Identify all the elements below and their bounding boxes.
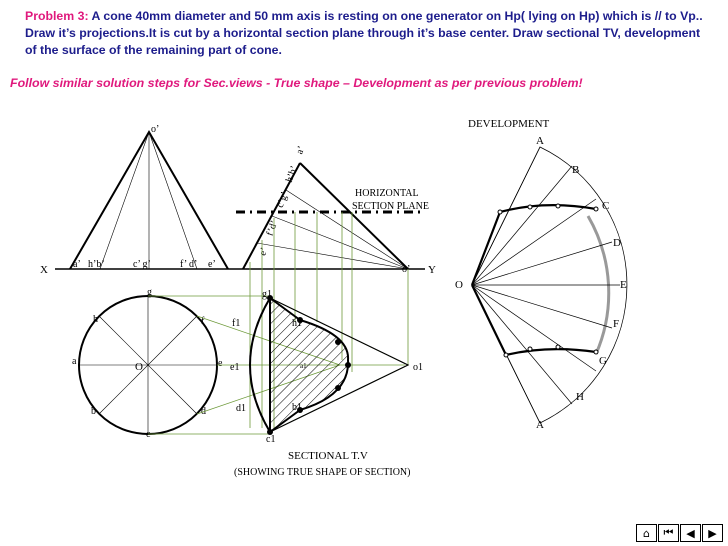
dev-E: E xyxy=(620,279,627,291)
tv-f: f xyxy=(201,316,205,327)
sec-b1: b1 xyxy=(292,402,302,413)
tv-d: d xyxy=(201,406,206,417)
tv-c: c xyxy=(146,429,151,440)
tilted-fv-e: e’ xyxy=(257,246,271,258)
tilted-fv-hb: h’b’ xyxy=(284,164,301,184)
development-view xyxy=(472,147,627,423)
true-shape-caption: (SHOWING TRUE SHAPE OF SECTION) xyxy=(234,467,411,478)
dev-C: C xyxy=(602,200,610,212)
dev-D: D xyxy=(613,237,621,249)
next-icon[interactable]: ▶ xyxy=(702,524,723,542)
cone-front-view xyxy=(70,132,228,269)
tilted-fv-cg: c’g’ xyxy=(274,190,291,210)
apex-fv2-label: o’ xyxy=(402,264,411,275)
problem-label: Problem 3: xyxy=(25,9,89,23)
dev-A-top: A xyxy=(536,135,544,147)
tv-a: a xyxy=(72,356,77,367)
tv-center: O xyxy=(135,361,143,373)
cone-top-view xyxy=(79,296,217,434)
base-fv-fd: f’ d’ xyxy=(180,259,198,270)
dev-A-bottom: A xyxy=(536,419,544,431)
sec-f1: f1 xyxy=(232,318,241,329)
sec-a1: a1 xyxy=(300,362,307,370)
base-fv-hb: h’b’ xyxy=(88,259,105,270)
dev-B: B xyxy=(572,164,580,176)
instruction-text: Follow similar solution steps for Sec.views - True shape – Development as per previous problem! xyxy=(10,76,583,90)
prev-icon[interactable]: ◀ xyxy=(680,524,701,542)
plane-label-1: HORIZONTAL xyxy=(355,188,419,199)
sec-o1: o1 xyxy=(413,362,423,373)
sec-e1: e1 xyxy=(230,362,240,373)
apex-fv-label: o’ xyxy=(151,124,160,135)
home-icon[interactable]: ⌂ xyxy=(636,524,657,542)
first-icon[interactable]: ⏮ xyxy=(658,524,679,542)
tv-b: b xyxy=(91,406,96,417)
base-fv-a: a’ xyxy=(73,259,81,270)
sec-c1: c1 xyxy=(266,434,276,445)
sec-g1: g1 xyxy=(262,289,272,300)
sectional-tv-title: SECTIONAL T.V xyxy=(288,450,368,462)
tv-e: e xyxy=(218,358,223,369)
tv-h: h xyxy=(93,314,98,325)
dev-O: O xyxy=(455,279,463,291)
dev-H: H xyxy=(576,391,584,403)
tilted-fv-fd: f’d’ xyxy=(264,219,281,238)
plane-label-2: SECTION PLANE xyxy=(352,201,429,212)
sec-h1: h1 xyxy=(292,318,302,329)
base-fv-cg: c’ g’ xyxy=(133,259,151,270)
base-fv-e: e’ xyxy=(208,259,216,270)
section-true-shape xyxy=(270,298,348,432)
nav-bar xyxy=(636,524,724,542)
tv-g: g xyxy=(147,287,152,298)
problem-text: A cone 40mm diameter and 50 mm axis is resting on one generator on Hp( lying on Hp) which is // to Vp.. Draw it’s projections.It is cut by a horizontal section plane through it’s base center. Draw sectional TV, development of the surface of the remaining part of cone. xyxy=(25,9,703,57)
y-label: Y xyxy=(428,264,436,276)
dev-F: F xyxy=(613,318,620,330)
tilted-fv-a: a’ xyxy=(294,144,308,156)
sec-d1: d1 xyxy=(236,403,246,414)
dev-G: G xyxy=(599,355,607,367)
x-label: X xyxy=(40,264,48,276)
development-title: DEVELOPMENT xyxy=(468,118,550,130)
